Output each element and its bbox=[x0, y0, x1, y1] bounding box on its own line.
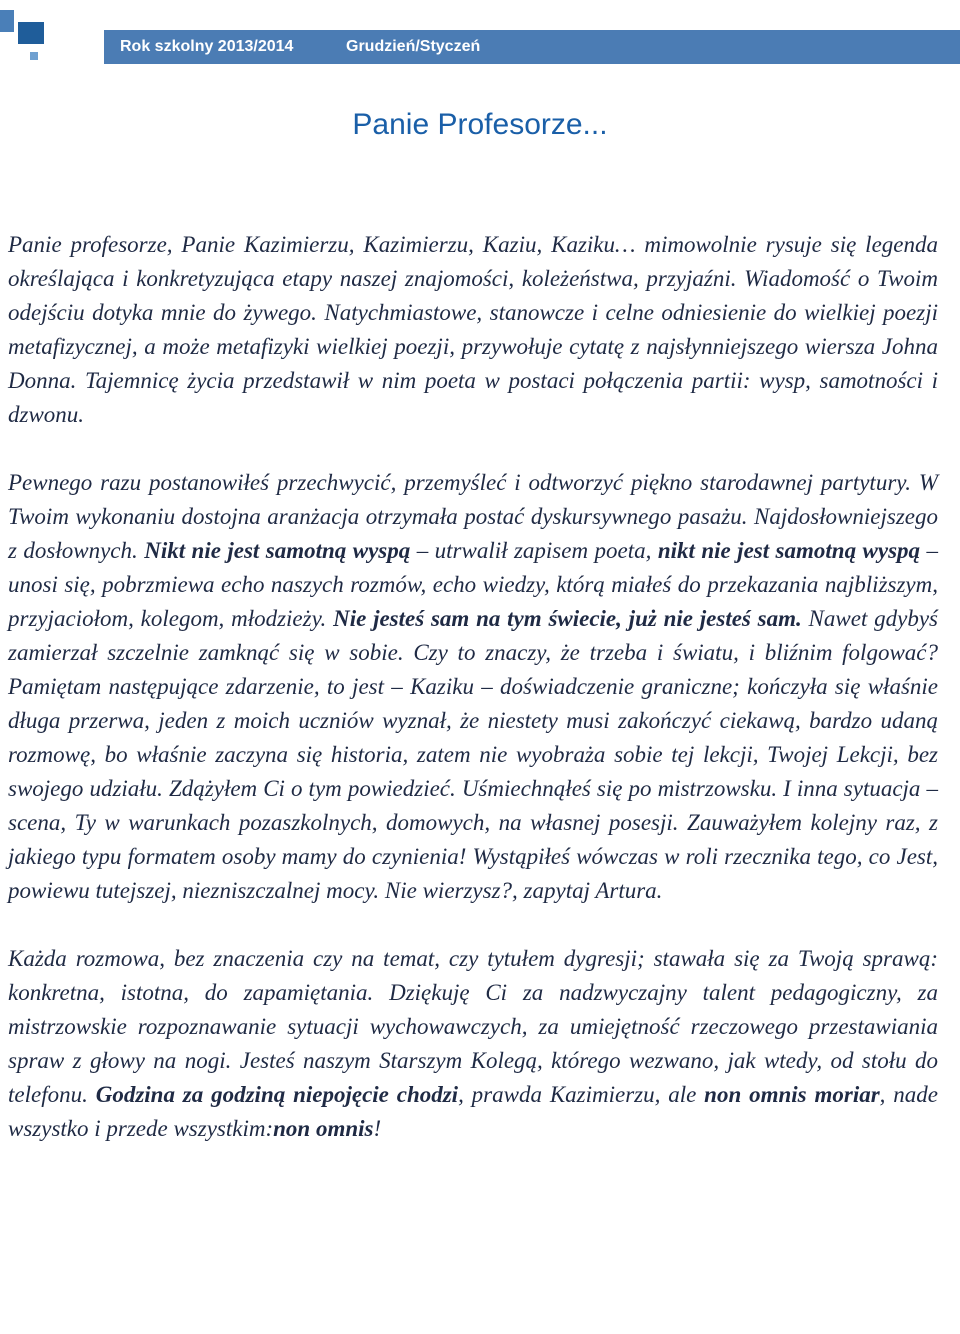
p3-bold-2: non omnis moriar bbox=[704, 1082, 880, 1107]
p2-bold-1: Nikt nie jest samotną wyspą bbox=[144, 538, 411, 563]
p3-text-4: ! bbox=[373, 1116, 382, 1141]
paragraph-1: Panie profesorze, Panie Kazimierzu, Kazimierzu, Kaziu, Kaziku… mimowolnie rysuje się legenda określająca i konkretyzująca etapy naszej znajomości, koleżeństwa, przyjaźni. Wiadomość o Twoim odejściu dotyka mnie do żywego. Natychmiastowe, stanowcze i celne odniesienie do wielkiej poezji metafizycznej, a może metafizyki wielkiej poezji, przywołuje cytatę z najsłynniejszego wiersza Johna Donna. Tajemnicę życia przedstawił w nim poeta w postaci połączenia partii: wysp, samotności i dzwonu. bbox=[8, 232, 938, 427]
p2-text-3: – unosi się, pobrzmiewa echo naszych rozmów, echo wiedzy, którą miałeś do przekazania najbliższym, przyjaciołom, kolegom, młodzieży. bbox=[8, 538, 938, 631]
header-school-year: Rok szkolny 2013/2014 bbox=[120, 38, 294, 55]
p2-bold-2: nikt nie jest samotną wyspą bbox=[657, 538, 921, 563]
p2-text-2: – utrwalił zapisem poeta, bbox=[410, 538, 658, 563]
paragraph-3 bbox=[8, 942, 938, 1146]
p3-text-3: , nade wszystko i przede wszystkim: bbox=[8, 1082, 938, 1141]
p2-bold-3: Nie jesteś sam na tym świecie, już nie jesteś sam. bbox=[333, 606, 802, 631]
paragraph-2 bbox=[8, 466, 938, 908]
p3-bold-1: Godzina za godziną niepojęcie chodzi bbox=[95, 1082, 459, 1107]
article-body bbox=[8, 228, 938, 1146]
p3-bold-3: non omnis bbox=[273, 1116, 374, 1141]
page-title: Panie Profesorze... bbox=[352, 108, 608, 141]
p3-text-2: , prawda Kazimierzu, ale bbox=[458, 1082, 705, 1107]
header-issue: Grudzień/Styczeń bbox=[346, 38, 481, 55]
logo-square-top bbox=[0, 10, 14, 32]
p3-text-1: Każda rozmowa, bez znaczenia czy na temat, czy tytułem dygresji; stawała się za Twoją sprawą: konkretna, istotna, do zapamiętania. Dziękuję Ci za nadzwyczajny talent pedagogiczny, za mistrzowskie rozpoznawanie sytuacji wychowawczych, za umiejętność rzeczowego przestawiania spraw z głowy na nogi. Jesteś naszym Starszym Kolegą, którego wezwano, jak wtedy, od stołu do telefonu. bbox=[8, 946, 938, 1107]
p2-text-4: Nawet gdybyś zamierzał szczelnie zamknąć się w sobie. Czy to znaczy, że trzeba i światu, i bliźnim folgować? Pamiętam następujące zdarzenie, to jest – Kaziku – doświadczenie graniczne; kończyła się właśnie długa przerwa, jeden z moich uczniów wyznał, że niestety musi zakończyć ciekawą, bardzo udaną rozmowę, bo właśnie zaczyna się historia, zatem nie wyobraża sobie tej lekcji, Twojej Lekcji, bez swojego udziału. Zdążyłem Ci o tym powiedzieć. Uśmiechnąłeś się po mistrzowsku. I inna sytuacja – scena, Ty w warunkach pozaszkolnych, domowych, na własnej posesji. Zauważyłem kolejny raz, z jakiego typu formatem osoby mamy do czynienia! Wystąpiłeś wówczas w roli rzecznika tego, co Jest, powiewu tutejszej, niezniszczalnej mocy. Nie wierzysz?, zapytaj Artura. bbox=[8, 606, 938, 903]
logo-square-main bbox=[18, 22, 44, 44]
logo-square-small bbox=[30, 52, 38, 60]
p2-text-1: Pewnego razu postanowiłeś przechwycić, przemyśleć i odtworzyć piękno starodawnej partytury. W Twoim wykonaniu dostojna aranżacja otrzymała postać dyskursywnego pasażu. Najdosłowniejszego z dosłownych. bbox=[8, 470, 938, 563]
